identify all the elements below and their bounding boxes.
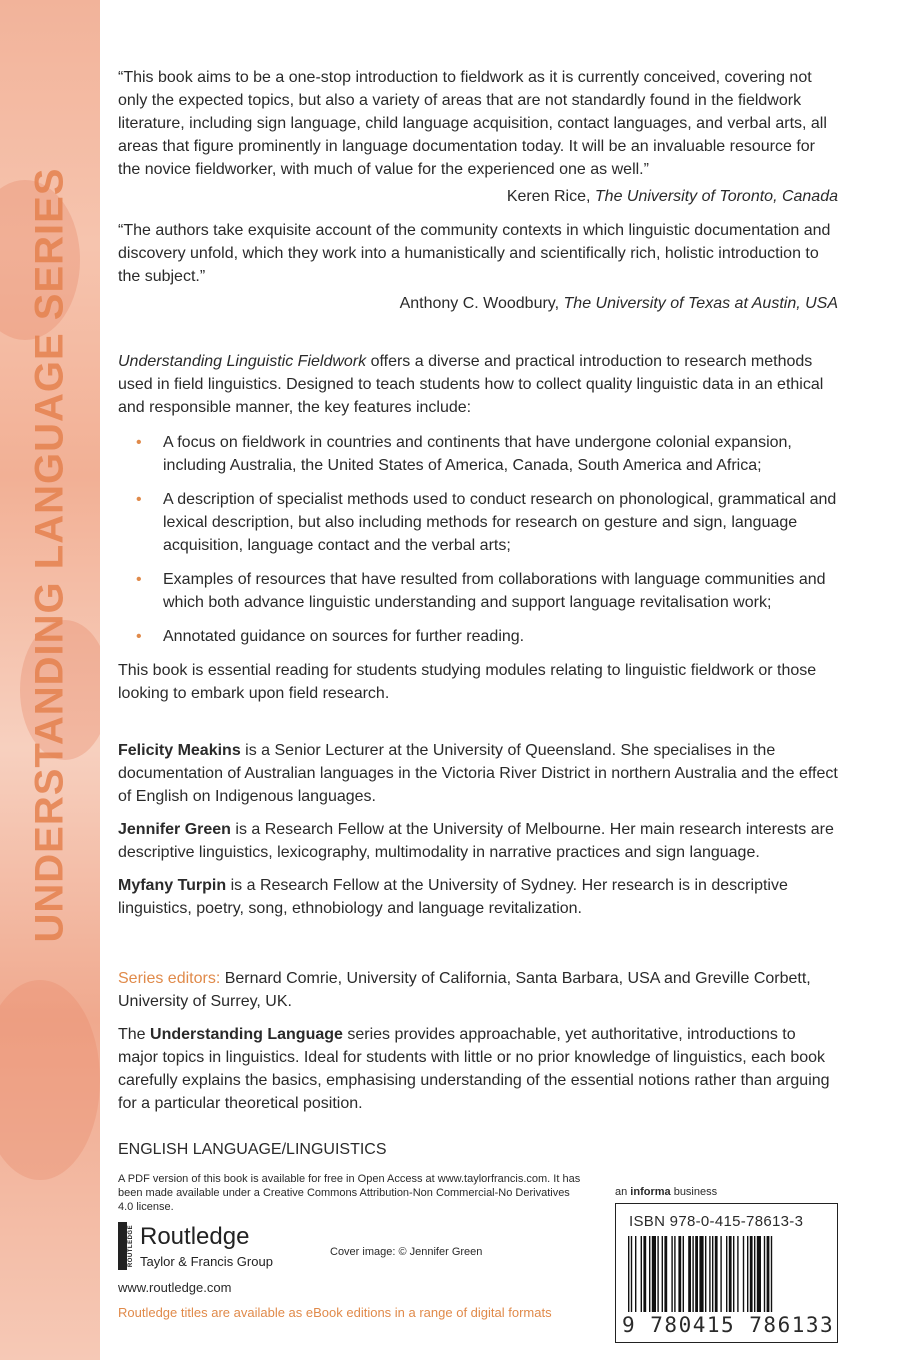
barcode-bar <box>649 1236 650 1312</box>
bullet-icon: • <box>136 571 142 588</box>
bullet-icon: • <box>136 491 142 508</box>
barcode-bar <box>641 1236 642 1312</box>
author-name: Jennifer Green <box>118 821 231 838</box>
quote-text: “This book aims to be a one-stop introduction to fieldwork as it is currently conceived, covering not only the expected topics, but also a variety of areas that are not standardly found in the fieldwork literature, including sign language, child language acquisition, contact languages, and verbal arts, all areas that figure prominently in language documentation today. It will be an invaluable resource for the novice fieldworker, with much of value for the experienced one as well.” <box>118 69 827 178</box>
list-item-text: Examples of resources that have resulted from collaborations with language communities and which both advance linguistic understanding and support language revitalisation work; <box>163 571 826 611</box>
list-item-text: Annotated guidance on sources for further reading. <box>163 628 525 645</box>
barcode-bar <box>715 1236 718 1312</box>
barcode-bar <box>705 1236 706 1312</box>
barcode-bar <box>767 1236 770 1312</box>
barcode-bar <box>664 1236 667 1312</box>
author-bio <box>118 818 838 864</box>
barcode-bar <box>657 1236 658 1312</box>
barcode-bar <box>743 1236 744 1312</box>
list-item <box>118 625 838 648</box>
ean-digits: 9 780415 786133 <box>622 1313 835 1337</box>
barcode-bar <box>771 1236 772 1312</box>
description-closing: This book is essential reading for students studying modules relating to linguistic fieldwork or those looking to embark upon field research. <box>118 662 817 702</box>
barcode-bars <box>628 1236 826 1316</box>
barcode-bar <box>733 1236 734 1312</box>
informa-suffix: business <box>670 1186 718 1198</box>
barcode-bar <box>750 1236 753 1312</box>
barcode-bar <box>628 1236 629 1312</box>
list-item <box>118 431 838 477</box>
category-label: ENGLISH LANGUAGE/LINGUISTICS <box>118 1141 387 1158</box>
series-editors-label: Series editors: <box>118 970 221 987</box>
endorsement-2 <box>118 219 838 315</box>
informa-note <box>615 1186 717 1198</box>
barcode-bar <box>678 1236 681 1312</box>
barcode-bar <box>652 1236 656 1312</box>
author-bio-text: is a Research Fellow at the University of Melbourne. Her main research interests are descriptive linguistics, lexicography, multimodality in narrative practices and sign language. <box>118 821 834 861</box>
barcode-bar <box>757 1236 761 1312</box>
barcode-bar <box>662 1236 663 1312</box>
list-item <box>118 568 838 614</box>
description-intro-text: offers a diverse and practical introduction to research methods used in field linguistics. Designed to teach students how to collect quality linguistic data in an ethical and responsible manner, the key features include: <box>118 353 824 416</box>
sidebar-texture <box>0 980 100 1180</box>
barcode-bar <box>729 1236 732 1312</box>
quote-text: “The authors take exquisite account of the community contexts in which linguistic documentation and discovery unfold, which they work into a humanistically and scientifically rich, holistic introduction to the subject.” <box>118 222 831 285</box>
quote-attribution <box>118 292 838 315</box>
barcode-bar <box>683 1236 684 1312</box>
description-intro <box>118 350 838 419</box>
barcode-bar <box>747 1236 748 1312</box>
book-description <box>118 350 838 705</box>
author-bio <box>118 874 838 920</box>
series-editors <box>118 967 838 1013</box>
bullet-icon: • <box>136 434 142 451</box>
open-access-note: A PDF version of this book is available for free in Open Access at www.taylorfrancis.com. It has been made available under a Creative Commons Attribution-Non Commercial-No Derivatives 4.0 license. <box>118 1173 581 1213</box>
barcode-bar <box>764 1236 765 1312</box>
list-item <box>118 488 838 557</box>
endorsement-1 <box>118 66 838 208</box>
logo-vertical-text: ROUTLEDGE <box>128 1224 134 1268</box>
barcode-bar <box>726 1236 727 1312</box>
barcode-bar <box>688 1236 691 1312</box>
author-name: Myfany Turpin <box>118 877 227 894</box>
author-bio <box>118 739 838 808</box>
quote-attribution <box>118 185 838 208</box>
isbn-barcode <box>615 1203 838 1343</box>
cover-credit: Cover image: © Jennifer Green <box>330 1246 483 1258</box>
barcode-bar <box>674 1236 675 1312</box>
series-info <box>118 967 838 1115</box>
author-bios <box>118 739 838 930</box>
series-vertical-title: UNDERSTANDING LANGUAGE SERIES <box>27 167 72 943</box>
quote-affiliation: The University of Toronto, Canada <box>594 188 838 205</box>
bullet-icon: • <box>136 628 142 645</box>
series-desc-prefix: The <box>118 1026 151 1043</box>
barcode-bar <box>737 1236 738 1312</box>
barcode-bar <box>720 1236 721 1312</box>
barcode-bar <box>643 1236 646 1312</box>
website-link[interactable]: www.routledge.com <box>118 1280 232 1295</box>
barcode-bar <box>671 1236 672 1312</box>
routledge-logo <box>118 1222 318 1272</box>
quote-author: Keren Rice, <box>506 188 591 205</box>
barcode-bar <box>695 1236 698 1312</box>
informa-prefix: an <box>615 1186 631 1198</box>
ebook-note: Routledge titles are available as eBook editions in a range of digital formats <box>118 1305 552 1320</box>
author-name: Felicity Meakins <box>118 742 241 759</box>
logo-wordmark: Routledge <box>140 1223 250 1250</box>
barcode-bar <box>635 1236 636 1312</box>
list-item-text: A focus on fieldwork in countries and continents that have undergone colonial expansion, including Australia, the United States of America, Canada, South America and Africa; <box>163 434 792 474</box>
barcode-bar <box>699 1236 703 1312</box>
barcode-bar <box>631 1236 632 1312</box>
barcode-bar <box>692 1236 693 1312</box>
author-bio-text: is a Senior Lecturer at the University of Queensland. She specialises in the documentation of Australian languages in the Victoria River District in northern Australia and the effect of English on Indigenous languages. <box>118 742 838 805</box>
isbn-label: ISBN 978-0-415-78613-3 <box>629 1213 804 1230</box>
series-description <box>118 1023 838 1115</box>
book-title: Understanding Linguistic Fieldwork <box>118 353 367 370</box>
series-editors-text: Bernard Comrie, University of California, Santa Barbara, USA and Greville Corbett, University of Surrey, UK. <box>118 970 811 1010</box>
informa-brand: informa <box>630 1186 671 1198</box>
author-bio-text: is a Research Fellow at the University of Sydney. Her research is in descriptive linguistics, poetry, song, ethnobiology and language revitalization. <box>118 877 788 917</box>
series-desc-text: series provides approachable, yet authoritative, introductions to major topics in linguistics. Ideal for students with little or no prior knowledge of linguistics, each book carefully explains the basics, emphasising understanding of the essential notions rather than arguing for a particular theoretical position. <box>118 1026 830 1112</box>
series-name: Understanding Language <box>150 1026 343 1043</box>
barcode-bar <box>709 1236 710 1312</box>
quote-affiliation: The University of Texas at Austin, USA <box>563 295 838 312</box>
feature-list <box>118 431 838 648</box>
list-item-text: A description of specialist methods used to conduct research on phonological, grammatical and lexical description, but also including methods for research on gesture and sign, language acquisition, language contact and the verbal arts; <box>163 491 837 554</box>
barcode-bar <box>712 1236 713 1312</box>
logo-bar <box>118 1222 127 1270</box>
barcode-bar <box>754 1236 755 1312</box>
cover-sidebar <box>0 0 100 1360</box>
logo-subtitle: Taylor & Francis Group <box>140 1254 273 1269</box>
quote-author: Anthony C. Woodbury, <box>399 295 560 312</box>
